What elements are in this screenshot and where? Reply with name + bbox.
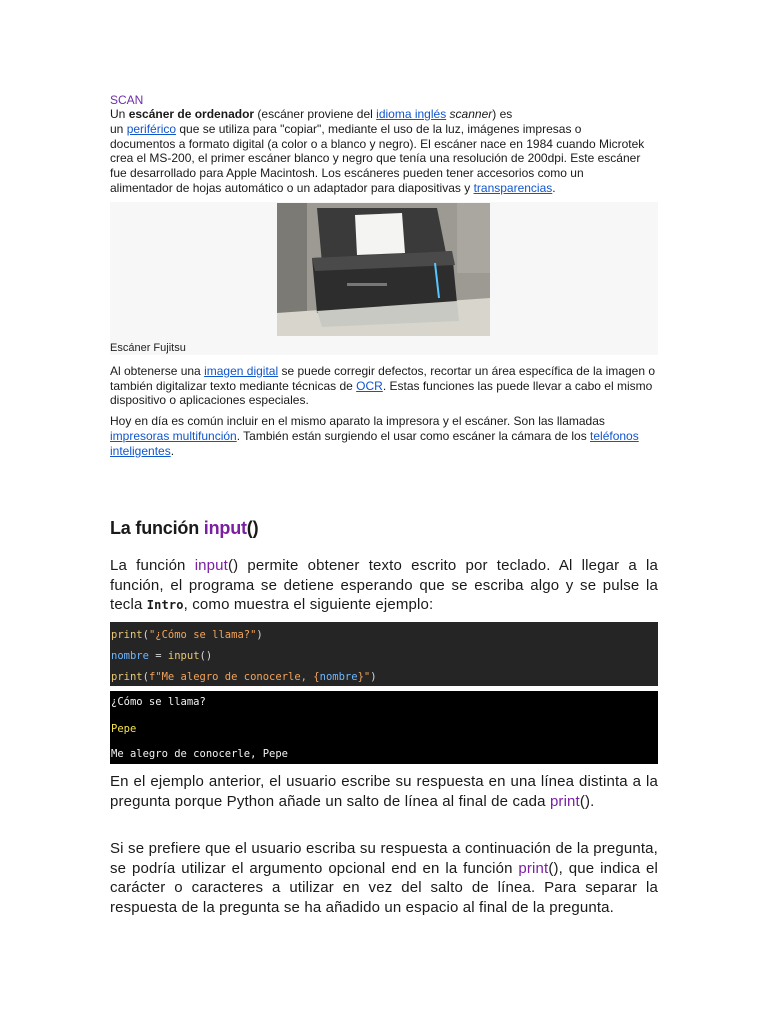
- scanner-photo: [277, 203, 490, 336]
- input-text: () permite obtener texto escrito por teclado. Al llegar a la función, el programa se detiene esperando que se escriba algo y se pulse la tecla: [110, 557, 658, 613]
- code-var: nombre: [319, 671, 358, 683]
- input-keyword: input: [194, 557, 228, 574]
- scanner-illustration: [277, 203, 490, 336]
- intro-text: .: [552, 180, 556, 195]
- heading-text: La función: [110, 518, 204, 538]
- input-text: La función: [110, 557, 195, 574]
- code-string: f"Me alegro de conocerle, {: [148, 671, 320, 683]
- intro-text: ) es: [492, 107, 513, 121]
- print-keyword: print: [549, 792, 580, 810]
- link-idioma-ingles[interactable]: idioma inglés: [376, 107, 447, 121]
- example-text: ().: [579, 792, 595, 810]
- heading-parens: (): [246, 518, 259, 538]
- end-text: (), que indica el carácter o caracteres a utilizar en vez del salto de línea. Para separar la respuesta de la pregunta se ha añadido un espacio al final de la pregunta.: [110, 859, 658, 916]
- end-paragraph: [110, 839, 658, 917]
- code-punct: =: [148, 650, 168, 662]
- code-punct: (: [142, 671, 149, 683]
- output-line-3: Me alegro de conocerle, Pepe: [111, 748, 289, 760]
- link-periferico[interactable]: periférico: [126, 121, 177, 136]
- today-text: . También están surgiendo el usar como escáner la cámara de los: [236, 428, 591, 443]
- intro-text: que se utiliza para "copiar", mediante el uso de la luz, imágenes impresas o documentos a formato digital (a color o a blanco y negro). El escáner nace en 1984 cuando Microtek crea el MS-200, el primer escáner blanco y negro que tenía una resolución de 200dpi. Este escáner fue desarrollado para Apple Macintosh. Los escáneres pueden tener accesorios como un alimentador de hojas automático o un adaptador para diapositivas y: [110, 121, 645, 195]
- intro-italic-term: scanner: [449, 107, 493, 121]
- code-line-1: [111, 629, 263, 641]
- code-block: [110, 622, 658, 686]
- code-fn: input: [167, 650, 200, 662]
- intro-paragraph: [110, 107, 648, 196]
- code-line-2: [111, 650, 212, 662]
- document-page: [110, 93, 658, 916]
- link-imagen-digital[interactable]: imagen digital: [204, 363, 279, 378]
- intro-text: Un: [110, 107, 129, 121]
- link-impresoras-multifuncion[interactable]: impresoras multifunción: [110, 428, 237, 443]
- today-text: Hoy en día es común incluir en el mismo aparato la impresora y el escáner. Son las llamadas: [110, 414, 605, 429]
- example-text: En el ejemplo anterior, el usuario escribe su respuesta en una línea distinta a la pregunta porque Python añade un salto de línea al final de cada: [110, 773, 658, 810]
- figure-box: [110, 202, 658, 355]
- code-fn: print: [111, 671, 143, 683]
- today-paragraph: [110, 414, 658, 458]
- image-text: . Estas funciones las puede llevar a cabo el mismo dispositivo o aplicaciones especiales.: [110, 378, 653, 408]
- code-fn: print: [111, 629, 143, 641]
- input-paragraph: [110, 556, 658, 616]
- image-text: se puede corregir defectos, recortar un área específica de la imagen o también digitalizar texto mediante técnicas de: [110, 363, 656, 393]
- code-string: "¿Cómo se llama?": [148, 629, 257, 641]
- link-telefonos-inteligentes[interactable]: teléfonos inteligentes: [110, 428, 639, 458]
- code-punct: (: [142, 629, 149, 641]
- print-keyword: print: [518, 859, 549, 877]
- key-name: Intro: [146, 598, 184, 612]
- code-punct: ): [370, 671, 377, 683]
- code-var: nombre: [111, 650, 149, 662]
- code-line-3: [111, 671, 377, 683]
- code-string: }": [357, 671, 371, 683]
- intro-text: (escáner proviene del: [254, 107, 377, 121]
- input-text: , como muestra el siguiente ejemplo:: [183, 596, 434, 613]
- console-output: [110, 691, 658, 764]
- end-text: Si se prefiere que el usuario escriba su respuesta a continuación de la pregunta, se podría utilizar el argumento opcional end en la función: [110, 840, 658, 877]
- code-punct: (): [199, 650, 213, 662]
- intro-bold-term: escáner de ordenador: [128, 107, 255, 121]
- today-text: .: [170, 443, 175, 458]
- image-text: Al obtenerse una: [110, 363, 205, 378]
- output-line-1: ¿Cómo se llama?: [111, 696, 206, 708]
- output-line-2: Pepe: [111, 723, 137, 735]
- link-ocr[interactable]: OCR: [356, 378, 383, 393]
- intro-text: un: [110, 121, 127, 136]
- section-heading: [110, 518, 258, 539]
- heading-keyword: input: [203, 518, 247, 538]
- code-punct: ): [256, 629, 263, 641]
- example-paragraph: [110, 772, 658, 811]
- figure-caption: Escáner Fujitsu: [110, 341, 186, 354]
- link-transparencias[interactable]: transparencias: [473, 180, 553, 195]
- scan-label: SCAN: [110, 93, 144, 107]
- image-paragraph: [110, 364, 658, 408]
